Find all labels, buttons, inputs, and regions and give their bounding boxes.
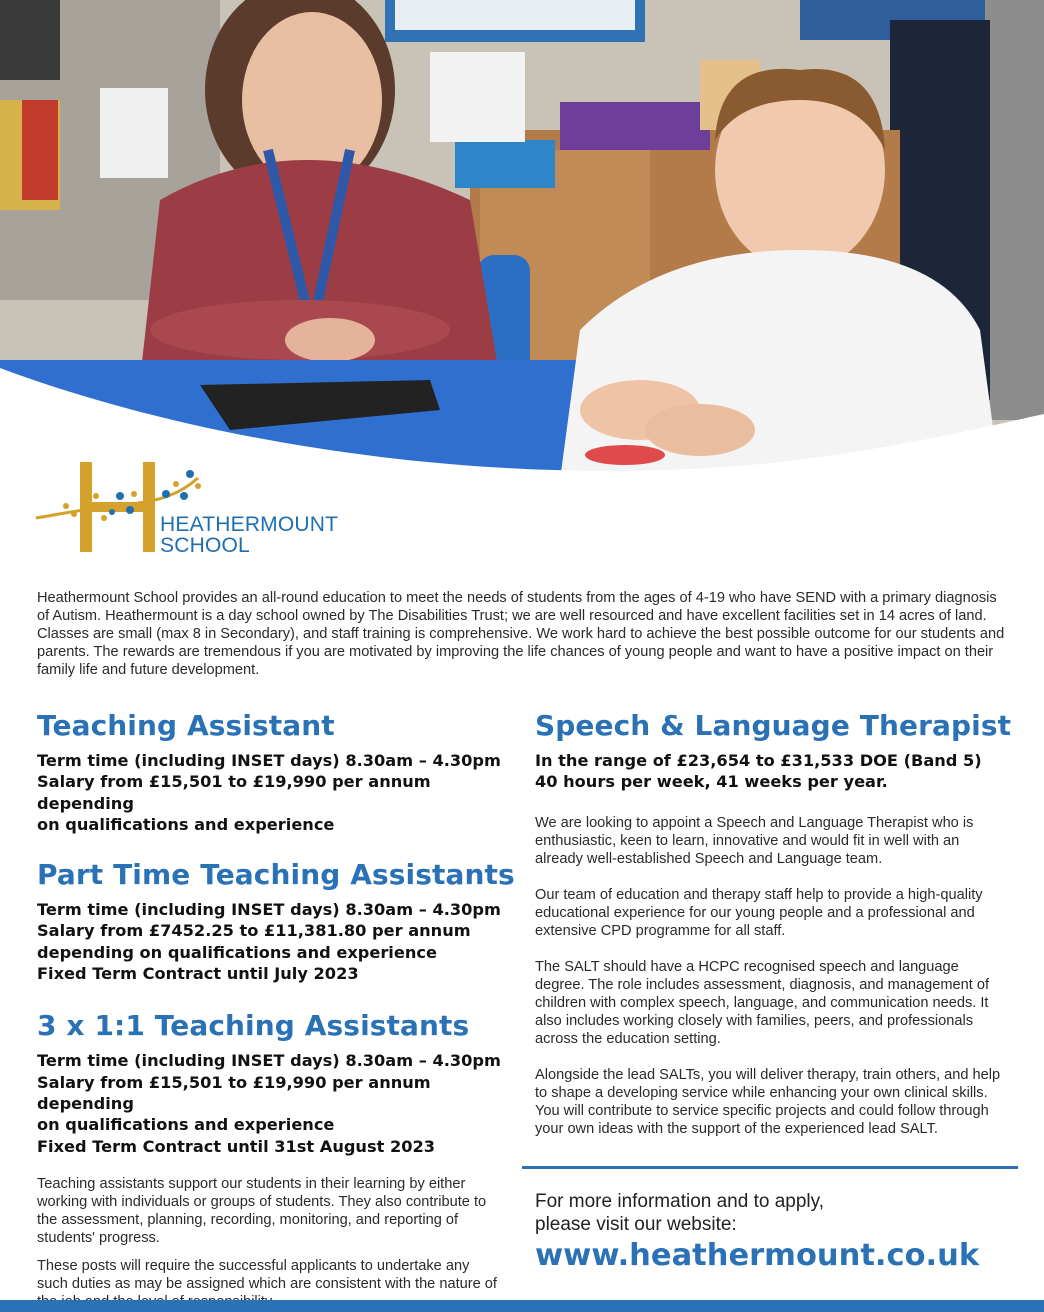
job-detail-line: Salary from £15,501 to £19,990 per annum depending [37, 1072, 431, 1113]
job-title: Teaching Assistant [37, 709, 335, 742]
website-link[interactable]: www.heathermount.co.uk [535, 1238, 980, 1273]
school-logo [30, 456, 350, 560]
job-title: Speech & Language Therapist [535, 709, 1012, 742]
section-divider [522, 1166, 1018, 1169]
job-detail-line: In the range of £23,654 to £31,533 DOE (Band 5) [535, 751, 982, 770]
job-speech-language-therapist [535, 706, 1015, 793]
logo-wordmark [160, 514, 338, 556]
job-title: Part Time Teaching Assistants [37, 858, 515, 892]
job-one-to-one-teaching-assistants [37, 1006, 517, 1156]
teaching-assistant-description: Teaching assistants support our students in their learning by either working with individuals or groups of students. They also contribute to the assessment, planning, recording, monitoring, and reporting of students' progress. [37, 1175, 487, 1246]
job-teaching-assistant [37, 706, 517, 835]
job-detail-line: depending on qualifications and experience [37, 942, 437, 962]
job-detail-line: Term time (including INSET days) 8.30am – 4.30pm [37, 751, 501, 770]
job-detail-line: Term time (including INSET days) 8.30am – 4.30pm [37, 900, 501, 920]
logo-line-2: SCHOOL [160, 534, 250, 557]
job-detail-line: Salary from £15,501 to £19,990 per annum depending [37, 772, 431, 813]
job-detail-line: Fixed Term Contract until July 2023 [37, 964, 359, 984]
teaching-assistant-duties: These posts will require the successful applicants to undertake any such duties as may be assigned which are consistent with the nature of [37, 1257, 497, 1292]
hero-photo [0, 0, 1044, 480]
intro-paragraph: Heathermount School provides an all-round education to meet the needs of students from the ages of 4-19 who have SEND with a primary diagnosis of Autism. Heathermount is a day school owned by The Disabilities Trust; we are well resourced and have excellent facilities set in 14 acres of land. Classes are small (max 8 in Secondary), and staff training is comprehensive. We work hard to achieve the best possible outcome for our students and parents. The rewards are tremendous if you are motivated by improving the life chances of young people and want to have a positive impact on their family life and future development. [37, 590, 1005, 678]
job-detail-line: Fixed Term Contract until 31st August 2023 [37, 1136, 436, 1156]
therapist-paragraph-3: The SALT should have a HCPC recognised speech and language degree. The role includes assessment, diagnosis, and management of children with complex speech, language, and communication needs. It also includes working closely with families, peers, and professionals across the education setting. [535, 958, 990, 1047]
right-column [535, 706, 1015, 1138]
job-detail-line: Salary from £7452.25 to £11,381.80 per annum [37, 921, 471, 941]
therapist-paragraph-4: Alongside the lead SALTs, you will deliver therapy, train others, and help to shape a developing service while enhancing your own clinical skills. You will contribute to service specific projects and could follow through your own ideas with the support of the experienced lead SALT. [535, 1066, 1001, 1137]
therapist-paragraph-2: Our team of education and therapy staff help to provide a high-quality educational experience for our young people and a professional and extensive CPD programme for all staff. [535, 886, 983, 939]
job-detail-line: Term time (including INSET days) 8.30am – 4.30pm [37, 1051, 501, 1071]
job-detail-line: on qualifications and experience [37, 1115, 335, 1135]
apply-info-line-1: For more information and to apply, [535, 1191, 825, 1212]
left-column [37, 706, 517, 1311]
footer-bar [0, 1300, 1044, 1312]
apply-info-line-2: please visit our website: [535, 1214, 737, 1235]
logo-line-1: HEATHERMOUNT [160, 513, 339, 536]
apply-info [535, 1190, 824, 1236]
job-detail-line: 40 hours per week, 41 weeks per year. [535, 772, 888, 792]
job-title: 3 x 1:1 Teaching Assistants [37, 1009, 470, 1043]
job-detail-line: on qualifications and experience [37, 814, 335, 834]
job-part-time-teaching-assistants [37, 855, 517, 984]
therapist-paragraph-1: We are looking to appoint a Speech and Language Therapist who is enthusiastic, keen to learn, innovative and would fit in well with an already well-established Speech and Language team. [535, 814, 974, 867]
